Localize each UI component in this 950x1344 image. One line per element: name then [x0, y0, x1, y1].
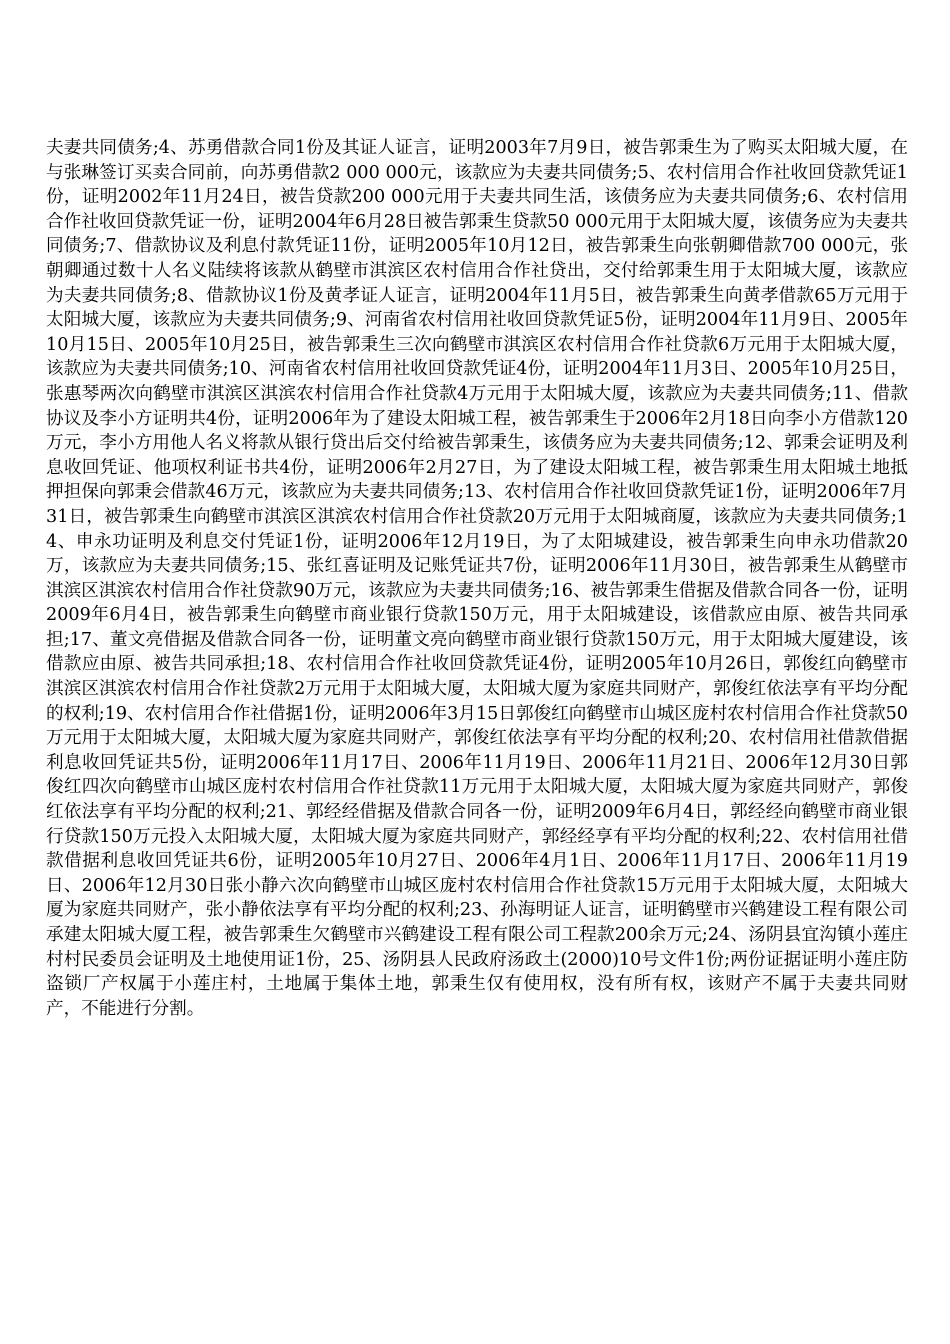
- document-body: [46, 136, 908, 1021]
- evidence-paragraph: 夫妻共同债务;4、苏勇借款合同1份及其证人证言，证明2003年7月9日，被告郭秉生为了购买太阳城大厦，在与张琳签订买卖合同前，向苏勇借款2 000 000元，该款应为夫妻共同债务;5、农村信用合作社收回贷款凭证1份，证明2002年11月24日，被告贷款200 000元用于夫妻共同生活，该债务应为夫妻共同债务;6、农村信用合作社收回贷款凭证一份，证明2004年6月28日被告郭秉生贷款50 000元用于太阳城大厦，该债务应为夫妻共同债务;7、借款协议及利息付款凭证11份，证明2005年10月12日，被告郭秉生向张朝卿借款700 000元，张朝卿通过数十人名义陆续将该款从鹤壁市淇滨区农村信用合作社贷出，交付给郭秉生用于太阳城大厦，该款应为夫妻共同债务;8、借款协议1份及黄孝证人证言，证明2004年11月5日，被告郭秉生向黄孝借款65万元用于太阳城大厦，该款应为夫妻共同债务;9、河南省农村信用社收回贷款凭证5份，证明2004年11月9日、2005年10月15日、2005年10月25日，被告郭秉生三次向鹤壁市淇滨区农村信用合作社贷款6万元用于太阳城大厦，该款应为夫妻共同债务;10、河南省农村信用社收回贷款凭证4份，证明2004年11月3日、2005年10月25日，张惠琴两次向鹤壁市淇滨区淇滨农村信用合作社贷款4万元用于太阳城大厦，该款应为夫妻共同债务;11、借款协议及李小方证明共4份，证明2006年为了建设太阳城工程，被告郭秉生于2006年2月18日向李小方借款120万元，李小方用他人名义将款从银行贷出后交付给被告郭秉生，该债务应为夫妻共同债务;12、郭秉会证明及利息收回凭证、他项权利证书共4份，证明2006年2月27日，为了建设太阳城工程，被告郭秉生用太阳城土地抵押担保向郭秉会借款46万元，该款应为夫妻共同债务;13、农村信用合作社收回贷款凭证1份，证明2006年7月31日，被告郭秉生向鹤壁市淇滨区淇滨农村信用合作社贷款20万元用于太阳城商厦，该款应为夫妻共同债务;14、申永功证明及利息交付凭证1份，证明2006年12月19日，为了太阳城建设，被告郭秉生向申永功借款20万，该款应为夫妻共同债务;15、张红喜证明及记账凭证共7份，证明2006年11月30日，被告郭秉生从鹤壁市淇滨区淇滨农村信用合作社贷款90万元，该款应为夫妻共同债务;16、被告郭秉生借据及借款合同各一份，证明2009年6月4日，被告郭秉生向鹤壁市商业银行贷款150万元，用于太阳城建设，该借款应由原、被告共同承担;17、董文亮借据及借款合同各一份，证明董文亮向鹤壁市商业银行贷款150万元，用于太阳城大厦建设，该借款应由原、被告共同承担;18、农村信用合作社收回贷款凭证4份，证明2005年10月26日，郭俊红向鹤壁市淇滨区淇滨农村信用合作社贷款2万元用于太阳城大厦，太阳城大厦为家庭共同财产，郭俊红依法享有平均分配的权利;19、农村信用合作社借据1份，证明2006年3月15日郭俊红向鹤壁市山城区庞村农村信用合作社贷款50万元用于太阳城大厦，太阳城大厦为家庭共同财产，郭俊红依法享有平均分配的权利;20、农村信用社借款借据利息收回凭证共5份，证明2006年11月17日、2006年11月19日、2006年11月21日、2006年12月30日郭俊红四次向鹤壁市山城区庞村农村信用合作社贷款11万元用于太阳城大厦，太阳城大厦为家庭共同财产，郭俊红依法享有平均分配的权利;21、郭经经借据及借款合同各一份，证明2009年6月4日，郭经经向鹤壁市商业银行贷款150万元投入太阳城大厦，太阳城大厦为家庭共同财产，郭经经享有平均分配的权利;22、农村信用社借款借据利息收回凭证共6份，证明2005年10月27日、2006年4月1日、2006年11月17日、2006年11月19日、2006年12月30日张小静六次向鹤壁市山城区庞村农村信用合作社贷款15万元用于太阳城大厦，太阳城大厦为家庭共同财产，张小静依法享有平均分配的权利;23、孙海明证人证言，证明鹤壁市兴鹤建设工程有限公司承建太阳城大厦工程，被告郭秉生欠鹤壁市兴鹤建设工程有限公司工程款200余万元;24、汤阴县宜沟镇小莲庄村村民委员会证明及土地使用证1份，25、汤阴县人民政府汤政土(2000)10号文件1份;两份证据证明小莲庄防盗锁厂产权属于小莲庄村，土地属于集体土地，郭秉生仅有使用权，没有所有权，该财产不属于夫妻共同财产，不能进行分割。: [46, 138, 908, 1019]
